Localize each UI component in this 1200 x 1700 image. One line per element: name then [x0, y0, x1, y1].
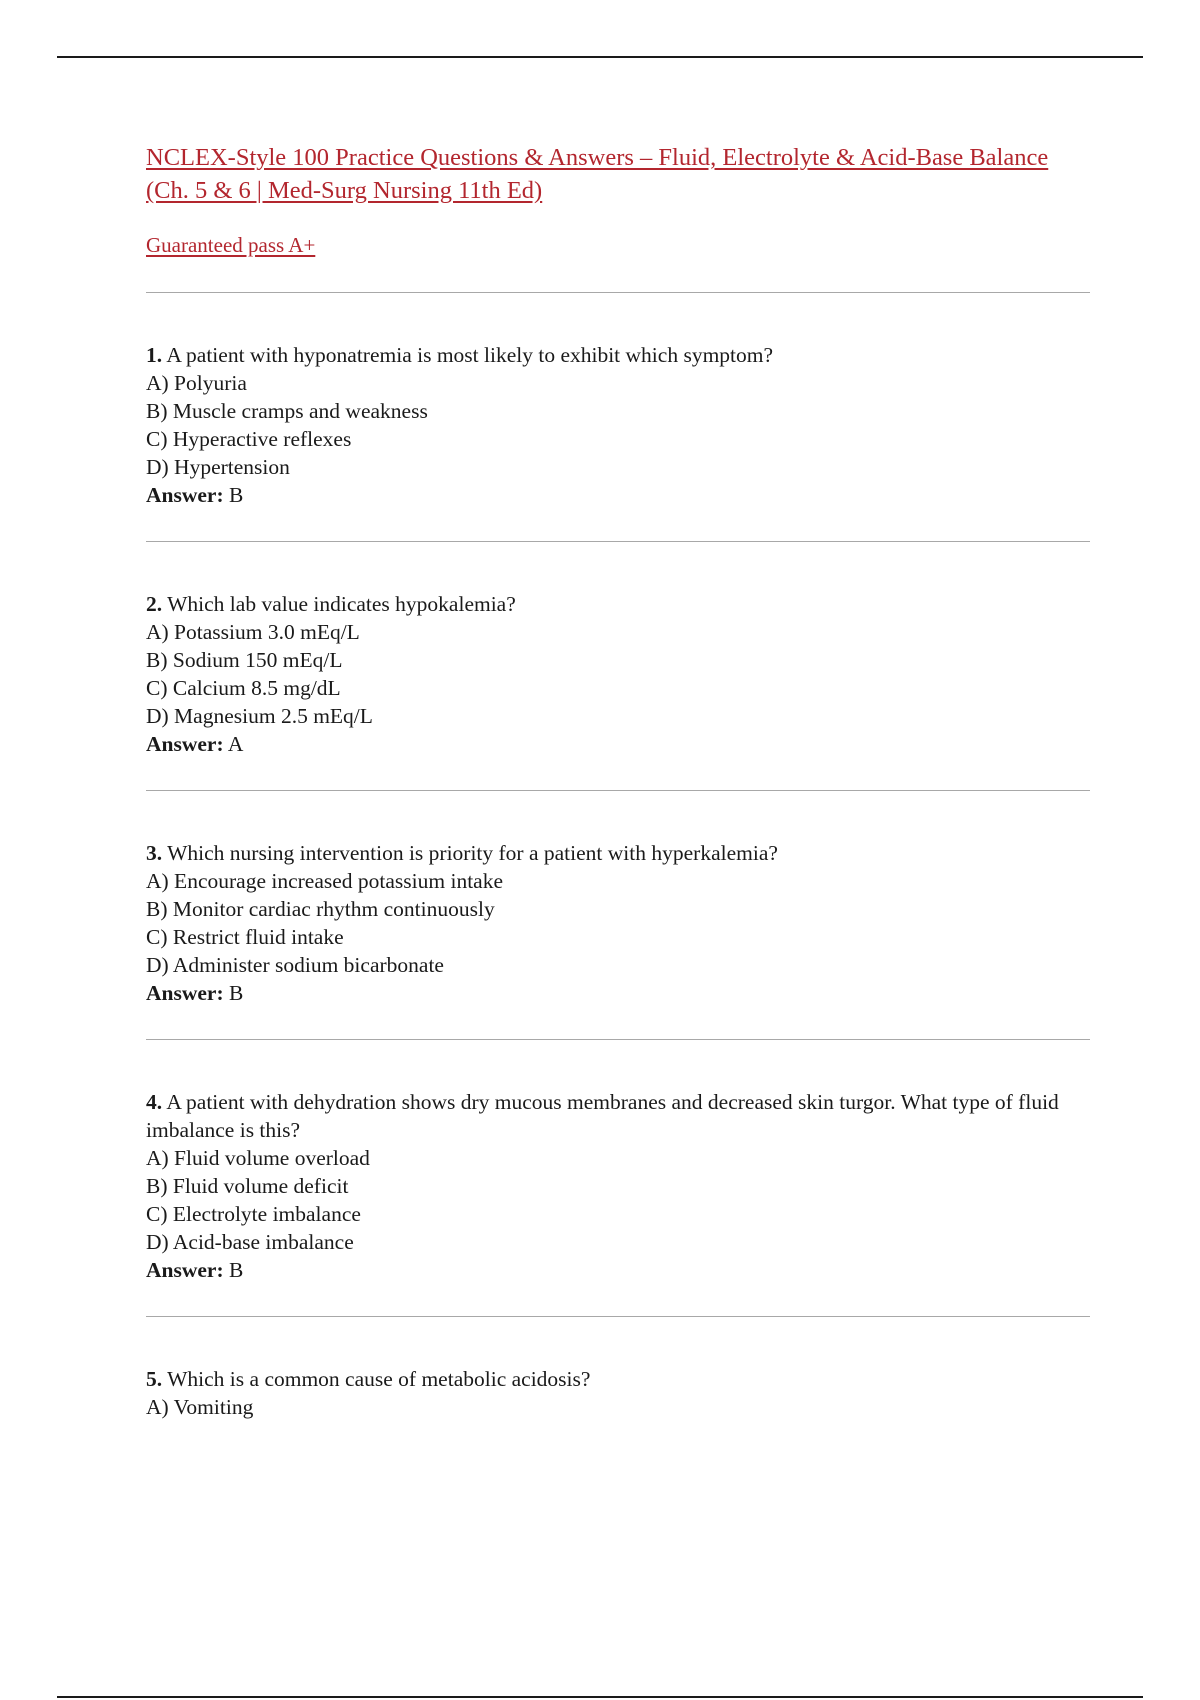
document-subtitle: Guaranteed pass A+ — [146, 233, 316, 257]
answer-label: Answer: — [146, 732, 224, 756]
question-number: 1. — [146, 343, 163, 367]
document-content — [146, 141, 1090, 1421]
answer-option-d: D) Acid-base imbalance — [146, 1230, 354, 1254]
answer-option-b: B) Muscle cramps and weakness — [146, 399, 428, 423]
page-top-rule — [57, 56, 1143, 58]
answer-option-c: C) Hyperactive reflexes — [146, 427, 352, 451]
answer-value: B — [229, 483, 244, 507]
question-stem — [146, 1365, 1090, 1393]
page-bottom-rule — [57, 1696, 1143, 1698]
question-2 — [146, 542, 1090, 790]
document-title: NCLEX-Style 100 Practice Questions & Answers – Fluid, Electrolyte & Acid-Base Balance (Ch. 5 & 6 | Med-Surg Nursing 11th Ed) — [146, 144, 1049, 204]
question-number: 4. — [146, 1090, 163, 1114]
answer-option-d: D) Magnesium 2.5 mEq/L — [146, 704, 373, 728]
question-4 — [146, 1040, 1090, 1316]
answer-option-a: A) Vomiting — [146, 1395, 254, 1419]
question-1 — [146, 293, 1090, 541]
answer-option-c: C) Electrolyte imbalance — [146, 1202, 361, 1226]
question-stem — [146, 341, 1090, 369]
question-number: 5. — [146, 1367, 163, 1391]
answer-option-b: B) Fluid volume deficit — [146, 1174, 349, 1198]
question-stem — [146, 590, 1090, 618]
question-number: 2. — [146, 592, 163, 616]
answer-key — [146, 1256, 1090, 1284]
answer-option-a: A) Polyuria — [146, 371, 247, 395]
question-5 — [146, 1317, 1090, 1421]
question-stem — [146, 839, 1090, 867]
answer-option-a: A) Fluid volume overload — [146, 1146, 370, 1170]
question-text: A patient with dehydration shows dry mucous membranes and decreased skin turgor. What type of fluid imbalance is this? — [146, 1090, 1059, 1142]
answer-value: B — [229, 1258, 244, 1282]
answer-option-c: C) Calcium 8.5 mg/dL — [146, 676, 341, 700]
answer-option-a: A) Encourage increased potassium intake — [146, 869, 504, 893]
answer-option-a: A) Potassium 3.0 mEq/L — [146, 620, 360, 644]
question-text: A patient with hyponatremia is most likely to exhibit which symptom? — [166, 343, 774, 367]
answer-value: B — [229, 981, 244, 1005]
question-stem — [146, 1088, 1090, 1144]
answer-option-b: B) Monitor cardiac rhythm continuously — [146, 897, 495, 921]
answer-key — [146, 481, 1090, 509]
question-text: Which nursing intervention is priority for a patient with hyperkalemia? — [167, 841, 778, 865]
question-number: 3. — [146, 841, 163, 865]
answer-value: A — [227, 732, 244, 756]
answer-option-d: D) Hypertension — [146, 455, 290, 479]
answer-label: Answer: — [146, 981, 224, 1005]
answer-label: Answer: — [146, 483, 224, 507]
question-3 — [146, 791, 1090, 1039]
answer-key — [146, 979, 1090, 1007]
answer-option-c: C) Restrict fluid intake — [146, 925, 344, 949]
answer-key — [146, 730, 1090, 758]
question-text: Which is a common cause of metabolic acidosis? — [167, 1367, 591, 1391]
answer-option-d: D) Administer sodium bicarbonate — [146, 953, 444, 977]
answer-label: Answer: — [146, 1258, 224, 1282]
answer-option-b: B) Sodium 150 mEq/L — [146, 648, 343, 672]
question-text: Which lab value indicates hypokalemia? — [167, 592, 516, 616]
